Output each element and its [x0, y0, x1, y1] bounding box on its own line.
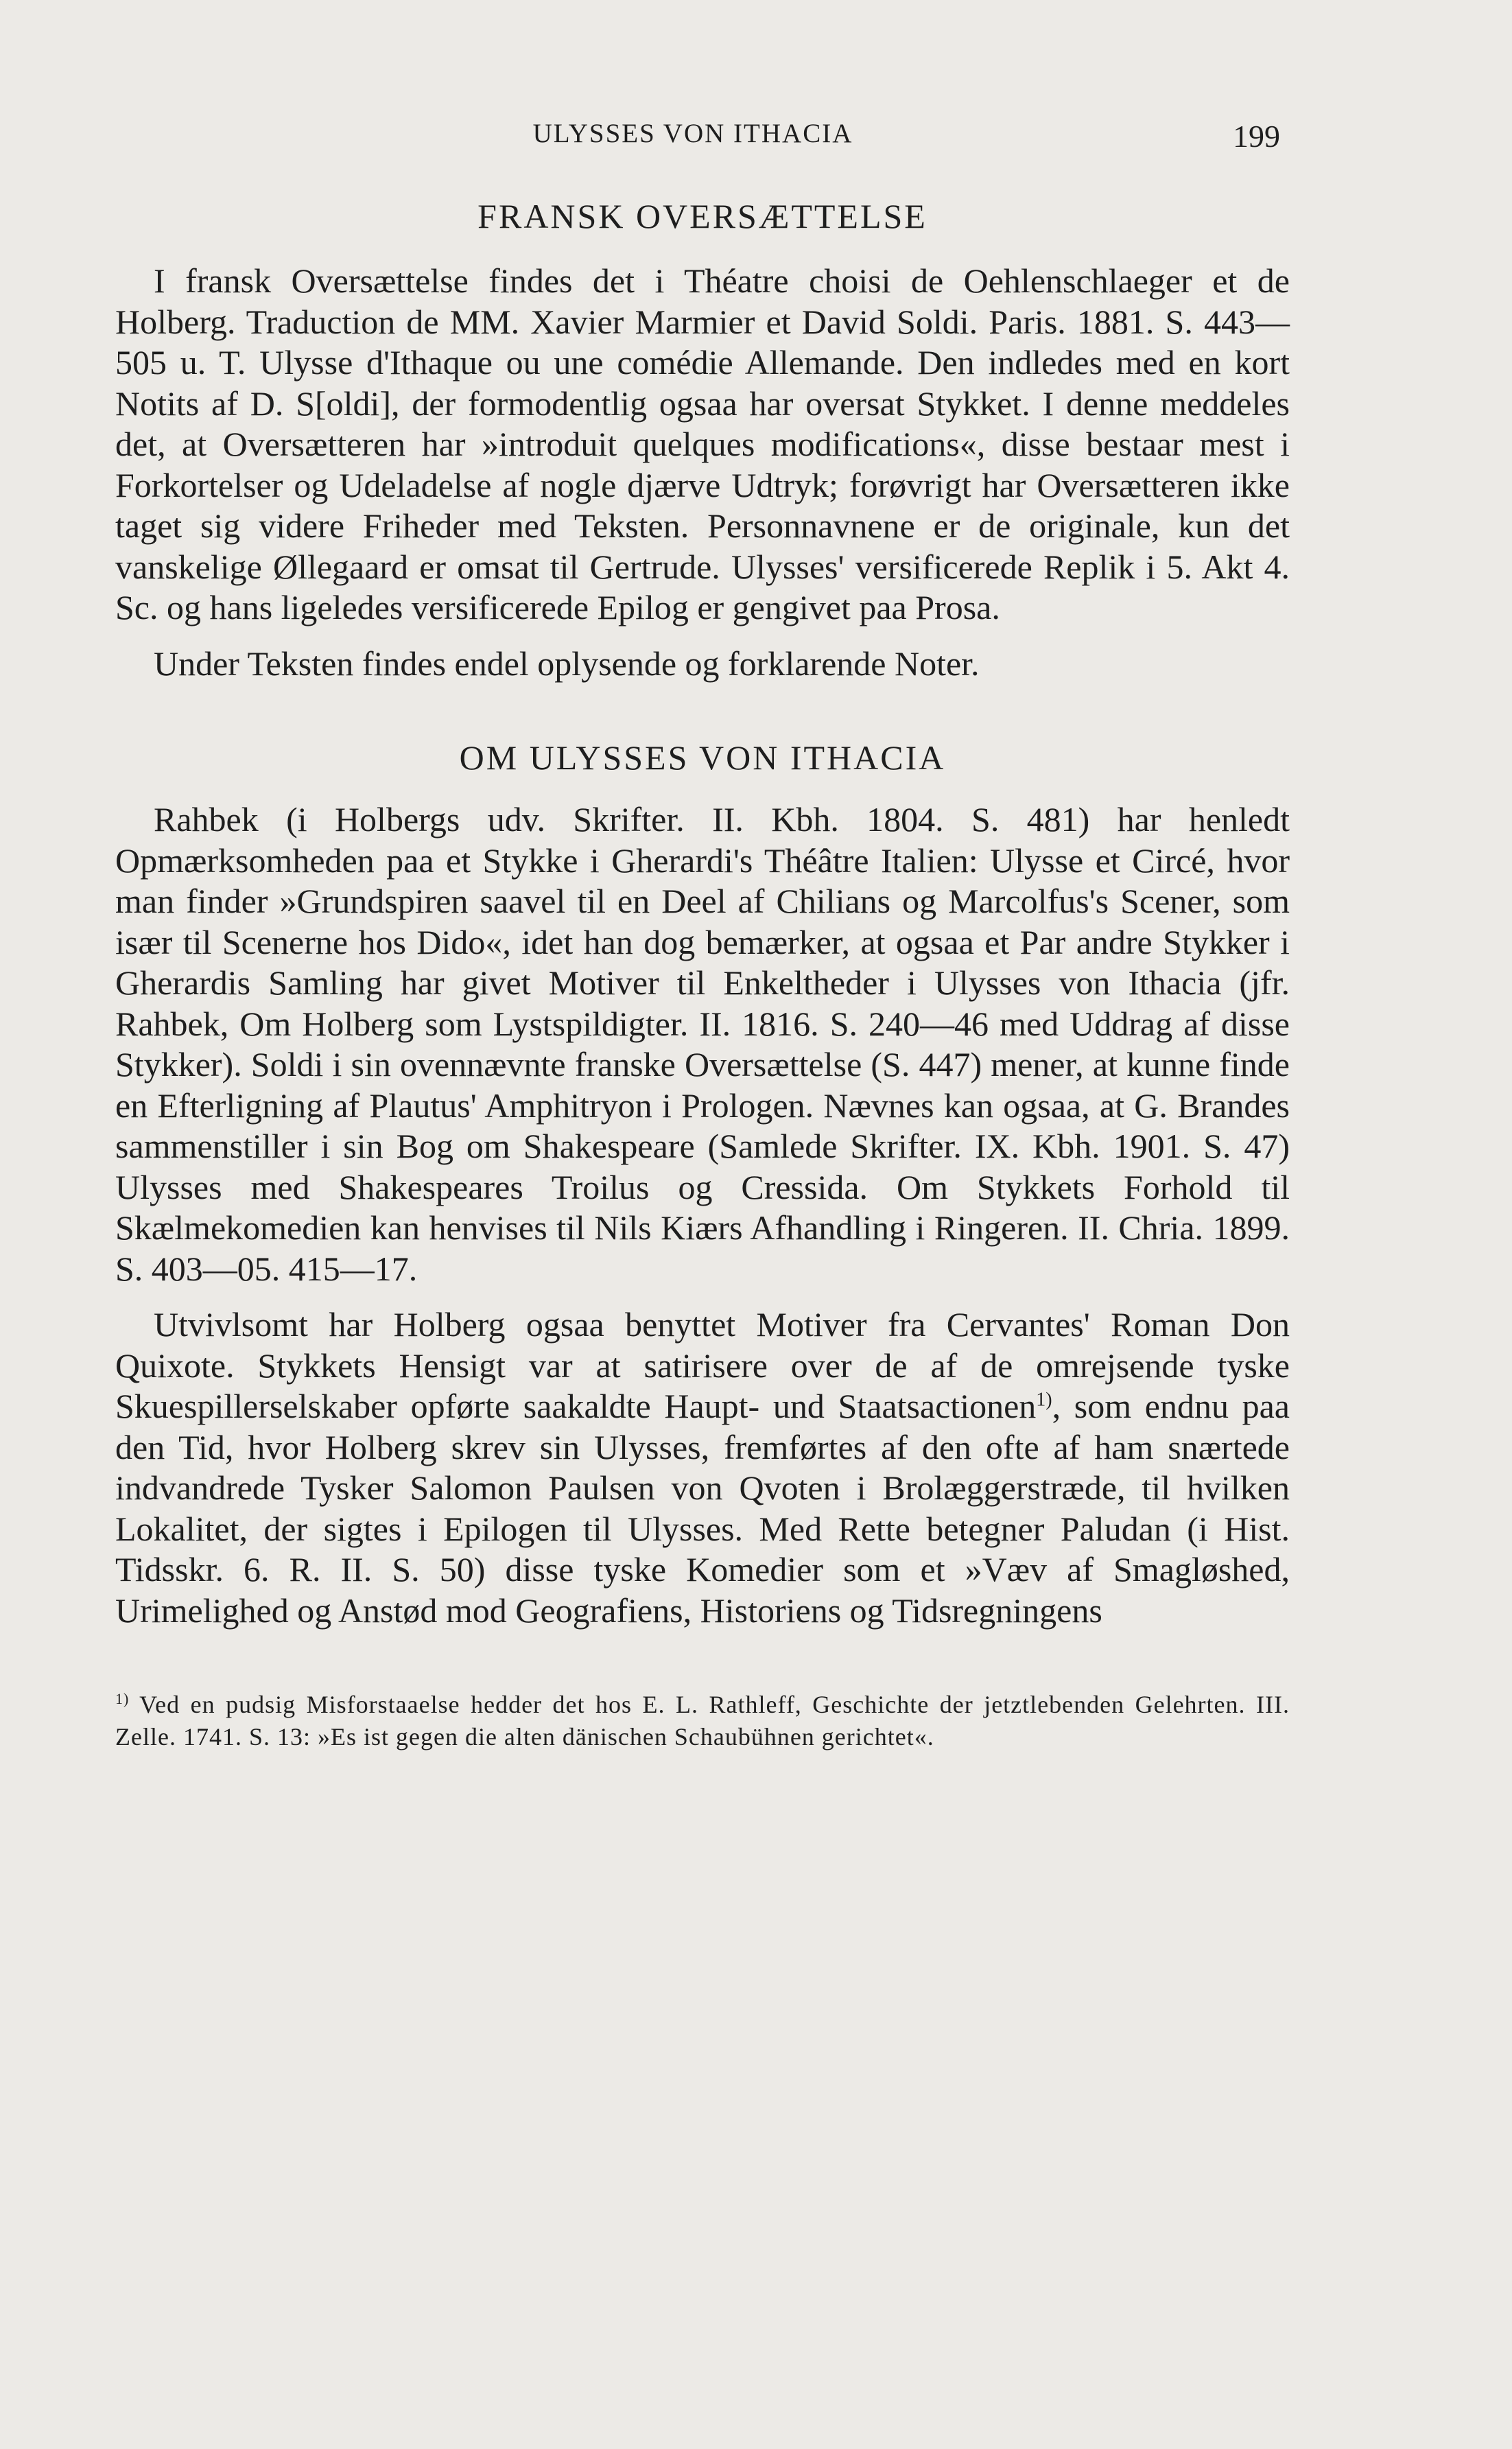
footnote-text: Ved en pudsig Misforstaaelse hedder det hos E. L. Rathleff, Geschichte der jetztlebenden Gelehrten. III. Zelle. 1741. S. 13: »Es ist gegen die alten dänischen Schaubühnen gerichtet«. — [115, 1691, 1290, 1750]
running-title: ULYSSES VON ITHACIA — [532, 119, 853, 148]
section-heading-about: OM ULYSSES VON ITHACIA — [459, 738, 946, 777]
footnote — [115, 1689, 1290, 1753]
paragraph-text: Utvivlsomt har Holberg ogsaa benyttet Motiver fra Cervantes' Roman Don Quixote. Stykkets Hensigt var at satirisere over de af de omrejsende tyske Skuespillerselskaber opførte saakaldte Haupt- und Staatsactionen — [115, 1305, 1290, 1425]
footnote-reference: 1) — [1036, 1389, 1052, 1411]
footnote-mark: 1) — [115, 1690, 130, 1707]
paragraph — [115, 1304, 1290, 1631]
section-heading-translation: FRANSK OVERSÆTTELSE — [477, 197, 928, 235]
paragraph: I fransk Oversættelse findes det i Théatre choisi de Oehlenschlaeger et de Holberg. Traduction de MM. Xavier Marmier et David Soldi. Paris. 1881. S. 443—505 u. T. Ulysse d'Ithaque ou une comédie Allemande. Den indledes med en kort Notits af D. S[oldi], der formodentlig ogsaa har oversat Stykket. I denne meddeles det, at Oversætteren har »introduit quelques modifications«, disse bestaar mest i Forkortelser og Udeladelse af nogle djærve Udtryk; forøvrigt har Oversætteren ikke taget sig videre Friheder med Teksten. Personnavnene er de originale, kun det vanskelige Øllegaard er omsat til Gertrude. Ulysses' versificerede Replik i 5. Akt 4. Sc. og hans ligeledes versificerede Epilog er gengivet paa Prosa. — [115, 261, 1290, 626]
paragraph: Rahbek (i Holbergs udv. Skrifter. II. Kbh. 1804. S. 481) har henledt Opmærksomheden paa et Stykke i Gherardi's Théâtre Italien: Ulysse et Circé, hvor man finder »Grundspiren saavel til en Deel af Chilians og Marcolfus's Scener, som især til Scenerne hos Dido«, idet han dog bemærker, at ogsaa et Par andre Stykker i Gherardis Samling har givet Motiver til Enkeltheder i Ulysses von Ithacia (jfr. Rahbek, Om Holberg som Lystspildigter. II. 1816. S. 240—46 med Uddrag af disse Stykker). Soldi i sin ovennævnte franske Oversættelse (S. 447) mener, at kunne finde en Efterligning af Plautus' Amphitryon i Prologen. Nævnes kan ogsaa, at G. Brandes sammenstiller i sin Bog om Shakespeare (Samlede Skrifter. IX. Kbh. 1901. S. 47) Ulysses med Shakespeares Troilus og Cressida. Om Stykkets Forhold til Skælmekomedien kan henvises til Nils Kiærs Afhandling i Ringeren. II. Chria. 1899. S. 403—05. 415—17. — [115, 800, 1290, 1288]
paragraph-text: , som endnu paa den Tid, hvor Holberg skrev sin Ulysses, fremførtes af den ofte af ham snærtede indvandrede Tysker Salomon Paulsen von Qvoten i Brolæggerstræde, til hvilken Lokalitet, der sigtes i Epilogen til Ulysses. Med Rette betegner Paludan (i Hist. Tidsskr. 6. R. II. S. 50) disse tyske Komedier som et »Væv af Smagløshed, Urimelighed og Anstød mod Geografiens, Historiens og Tidsregningens — [115, 1387, 1290, 1630]
running-head — [0, 118, 1512, 159]
paragraph: Under Teksten findes endel oplysende og forklarende Noter. — [154, 644, 980, 683]
page-body — [115, 192, 1290, 1753]
page-number: 199 — [1233, 119, 1280, 154]
